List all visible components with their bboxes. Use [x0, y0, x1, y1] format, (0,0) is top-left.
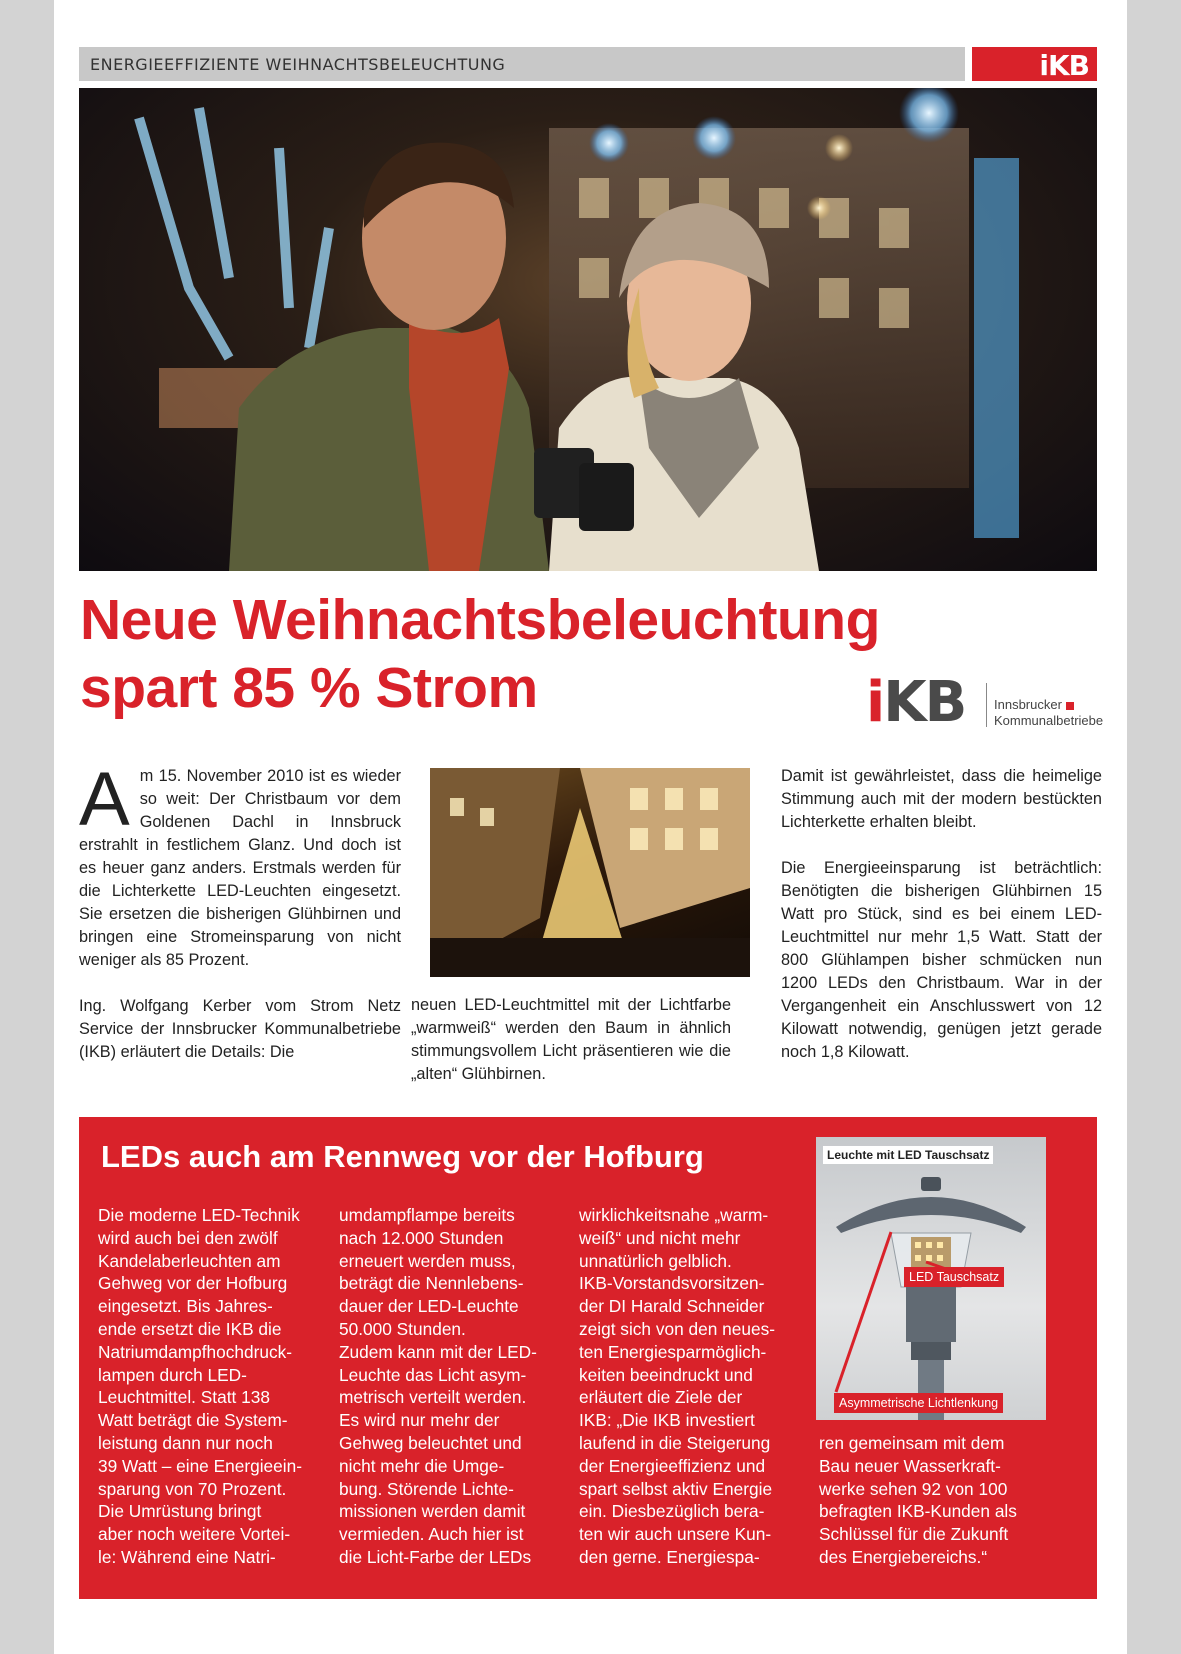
section-header — [79, 47, 965, 81]
text-line: den gerne. Energiespa- — [579, 1546, 760, 1567]
dropcap: A — [79, 757, 130, 842]
coat-of-arms-icon — [1066, 702, 1074, 710]
text-line: der DI Harald Schneider — [579, 1296, 765, 1317]
text-line: le: Während eine Natri- — [98, 1546, 276, 1567]
text-line: umdampflampe bereits — [339, 1205, 515, 1225]
info-box — [79, 1117, 1097, 1599]
text-line: weiß“ und nicht mehr — [579, 1227, 741, 1248]
article-column-3 — [781, 765, 1102, 1087]
text-line: wird auch bei den zwölf — [98, 1227, 278, 1248]
ikb-logo-i: i — [866, 670, 884, 735]
text-line: ende ersetzt die IKB die — [98, 1318, 282, 1339]
article-column-2 — [411, 994, 731, 1109]
christmas-tree-illustration — [430, 768, 750, 977]
text-line: laufend in die Steigerung — [579, 1432, 771, 1453]
text-line: dauer der LED-Leuchte — [339, 1296, 519, 1317]
article-paragraph-3: neuen LED-Leuchtmittel mit der Lichtfarbe „warmweiß“ werden den Baum in ähnlich stimmungsvollem Licht präsentieren wie die „alten“ Glühbirnen. — [411, 996, 731, 1083]
info-column-3 — [579, 1204, 811, 1569]
text-line: Kandelaberleuchten am — [98, 1250, 281, 1271]
text-line: spart selbst aktiv Energie — [579, 1478, 773, 1499]
text-line: unnatürlich gelblich. — [579, 1250, 732, 1271]
info-column-1 — [98, 1204, 330, 1569]
text-line: zeigt sich von den neues- — [579, 1318, 775, 1339]
text-line: nach 12.000 Stunden — [339, 1227, 504, 1248]
info-box-title: LEDs auch am Rennweg vor der Hofburg — [101, 1139, 704, 1174]
text-line: Gehweg vor der Hofburg — [98, 1273, 288, 1294]
text-line: eingesetzt. Bis Jahres- — [98, 1296, 273, 1317]
article-paragraph-2: Ing. Wolfgang Kerber vom Strom Netz Service der Innsbrucker Kommunalbetriebe (IKB) erläutert die Details: Die — [79, 997, 401, 1061]
info-column-4 — [819, 1432, 1051, 1569]
text-line: metrisch verteilt werden. — [339, 1387, 527, 1408]
text-line: Watt beträgt die System- — [98, 1410, 288, 1431]
lamp-figure — [816, 1137, 1046, 1420]
text-line: 50.000 Stunden. — [339, 1318, 466, 1339]
headline-line1: Neue Weihnachtsbeleuchtung — [80, 588, 880, 652]
logo-name-line1: Innsbrucker — [994, 697, 1074, 712]
text-line: lampen durch LED- — [98, 1364, 247, 1385]
text-line: Zudem kann mit der LED- — [339, 1341, 537, 1362]
christmas-tree-photo — [430, 768, 750, 977]
text-line: Leuchte das Licht asym- — [339, 1364, 527, 1385]
text-line: keiten beeindruckt und — [579, 1364, 753, 1385]
page — [54, 0, 1127, 1654]
text-line: Schlüssel für die Zukunft — [819, 1524, 1009, 1545]
ikb-logo-kb: KB — [883, 670, 966, 735]
text-line: IKB: „Die IKB investiert — [579, 1410, 755, 1431]
header-logo-text: iKB — [1039, 49, 1089, 82]
ikb-logo — [866, 670, 1106, 743]
text-line: bung. Störende Lichte- — [339, 1478, 514, 1499]
text-line: Bau neuer Wasserkraft- — [819, 1455, 1001, 1476]
text-line: Es wird nur mehr der — [339, 1410, 500, 1431]
article-column-1 — [79, 757, 401, 1087]
text-line: die Licht-Farbe der LEDs — [339, 1546, 532, 1567]
ikb-logo-mark — [866, 670, 966, 735]
text-line: erneuert werden muss, — [339, 1250, 516, 1271]
text-line: 39 Watt – eine Energieein- — [98, 1455, 302, 1476]
text-line: sparung von 70 Prozent. — [98, 1478, 287, 1499]
headline-line2: spart 85 % Strom — [80, 656, 538, 720]
text-line: befragten IKB-Kunden als — [819, 1501, 1017, 1522]
text-line: aber noch weitere Vortei- — [98, 1524, 291, 1545]
article-paragraph-4: Damit ist gewährleistet, dass die heimelige Stimmung auch mit der modern bestückten Lichterkette erhalten bleibt. — [781, 767, 1102, 831]
text-line: erläutert die Ziele der — [579, 1387, 743, 1408]
text-line: IKB-Vorstandsvorsitzen- — [579, 1273, 765, 1294]
text-line: Die moderne LED-Technik — [98, 1205, 300, 1225]
text-line: werke sehen 92 von 100 — [819, 1478, 1008, 1499]
text-line: missionen werden damit — [339, 1501, 526, 1522]
hero-photo — [79, 88, 1097, 571]
text-line: wirklichkeitsnahe „warm- — [579, 1205, 769, 1225]
text-line: ten wir auch unsere Kun- — [579, 1524, 772, 1545]
header-logo — [972, 47, 1097, 81]
text-line: Leuchtmittel. Statt 138 — [98, 1387, 270, 1408]
info-column-2 — [339, 1204, 571, 1569]
text-line: ren gemeinsam mit dem — [819, 1433, 1005, 1453]
text-line: vermieden. Auch hier ist — [339, 1524, 524, 1545]
tag-led-tauschsatz: LED Tauschsatz — [904, 1267, 1004, 1287]
article-paragraph-5: Die Energieeinsparung ist beträchtlich: Benötigten die bisherigen Glühbirnen 15 Watt pro Stück, sind es bei einem LED-Leuchtmittel nur mehr 1,5 Watt. Statt der 800 Glühlampen bisher schmücken nun 1200 LEDs den Christbaum. War in der Vergangenheit ein Anschlusswert von 12 Kilowatt notwendig, genügen jetzt gerade noch 1,8 Kilowatt. — [781, 859, 1102, 1061]
text-line: ten Energiesparmöglich- — [579, 1341, 767, 1362]
headline — [80, 586, 880, 722]
text-line: Gehweg beleuchtet und — [339, 1432, 522, 1453]
text-line: der Energieeffizienz und — [579, 1455, 766, 1476]
text-line: nicht mehr die Umge- — [339, 1455, 505, 1476]
section-title: ENERGIEEFFIZIENTE WEIHNACHTSBELEUCHTUNG — [90, 55, 506, 74]
tag-asymmetrische-lichtlenkung: Asymmetrische Lichtlenkung — [834, 1393, 1003, 1413]
text-line: Die Umrüstung bringt — [98, 1501, 262, 1522]
logo-divider — [986, 683, 987, 727]
hero-illustration — [79, 88, 1097, 571]
text-line: Natriumdampfhochdruck- — [98, 1341, 293, 1362]
text-line: beträgt die Nennlebens- — [339, 1273, 524, 1294]
text-line: leistung dann nur noch — [98, 1432, 273, 1453]
text-line: ein. Diesbezüglich bera- — [579, 1501, 765, 1522]
article-paragraph-1: m 15. November 2010 ist es wieder so weit: Der Christbaum vor dem Goldenen Dachl in Innsbruck erstrahlt in festlichem Glanz. Und doch ist es heuer ganz anders. Erstmals werden für die Lichterkette LED-Leuchten eingesetzt. Sie ersetzen die bisherigen Glühbirnen und bringen eine Stromeinsparung von nicht weniger als 85 Prozent. — [79, 767, 401, 969]
text-line: des Energiebereichs.“ — [819, 1546, 988, 1567]
logo-name-line2: Kommunalbetriebe — [994, 713, 1104, 728]
figure-caption: Leuchte mit LED Tauschsatz — [823, 1146, 993, 1164]
